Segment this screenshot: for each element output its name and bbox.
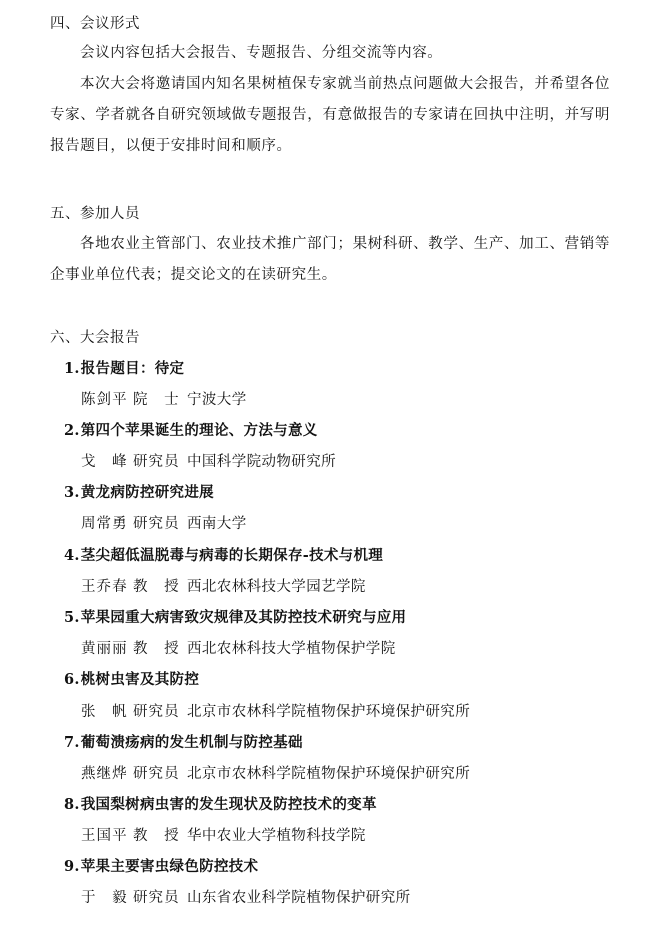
section-participants-paragraph: 各地农业主管部门、农业技术推广部门；果树科研、教学、生产、加工、营销等企事业单位代表；提交论文的在读研究生。 (50, 236, 610, 283)
report-speaker (81, 824, 366, 845)
section-format-paragraph-1: 会议内容包括大会报告、专题报告、分组交流等内容。 (80, 45, 443, 61)
speaker-name: 陈剑平 (81, 392, 127, 408)
speaker-rank: 研究员 (133, 454, 179, 470)
speaker-org: 华中农业大学植物科技学院 (187, 828, 366, 844)
section-format-paragraph-2: 本次大会将邀请国内知名果树植保专家就当前热点问题做大会报告，并希望各位专家、学者就各自研究领域做专题报告，有意做报告的专家请在回执中注明，并写明报告题目，以便于安排时间和顺序。 (50, 76, 610, 154)
report-title: 7.葡萄溃疡病的发生机制与防控基础 (64, 734, 303, 751)
report-title: 5.苹果园重大病害致灾规律及其防控技术研究与应用 (64, 609, 407, 626)
report-speaker (81, 512, 247, 533)
section-heading-reports: 六、大会报告 (50, 330, 140, 346)
report-title: 3.黄龙病防控研究进展 (64, 484, 214, 501)
speaker-org: 北京市农林科学院植物保护环境保护研究所 (187, 766, 471, 782)
report-title: 1.报告题目：待定 (64, 360, 185, 377)
speaker-name: 周常勇 (81, 516, 127, 532)
speaker-rank: 教授 (133, 641, 179, 657)
report-speaker (81, 575, 366, 596)
report-speaker (81, 388, 247, 409)
speaker-name: 戈峰 (81, 454, 127, 470)
speaker-org: 宁波大学 (187, 392, 247, 408)
section-heading-participants: 五、参加人员 (50, 206, 140, 222)
speaker-name: 黄丽丽 (81, 641, 127, 657)
speaker-name: 张帆 (81, 704, 127, 720)
speaker-org: 中国科学院动物研究所 (187, 454, 336, 470)
report-speaker (81, 700, 470, 721)
report-speaker (81, 886, 411, 907)
speaker-org: 西南大学 (187, 516, 247, 532)
report-title: 2.第四个苹果诞生的理论、方法与意义 (64, 422, 318, 439)
section-heading-format: 四、会议形式 (50, 16, 140, 32)
speaker-rank: 教授 (133, 828, 179, 844)
report-title: 9.苹果主要害虫绿色防控技术 (64, 858, 259, 875)
speaker-rank: 教授 (133, 579, 179, 595)
speaker-rank: 研究员 (133, 766, 179, 782)
speaker-name: 燕继烨 (81, 766, 127, 782)
speaker-org: 山东省农业科学院植物保护研究所 (187, 890, 411, 906)
speaker-name: 王国平 (81, 828, 127, 844)
speaker-org: 西北农林科技大学植物保护学院 (187, 641, 396, 657)
report-speaker (81, 637, 396, 658)
report-speaker (81, 450, 336, 471)
speaker-name: 王乔春 (81, 579, 127, 595)
speaker-name: 于毅 (81, 890, 127, 906)
speaker-rank: 研究员 (133, 516, 179, 532)
speaker-rank: 研究员 (133, 704, 179, 720)
speaker-org: 西北农林科技大学园艺学院 (187, 579, 366, 595)
report-speaker (81, 762, 470, 783)
speaker-rank: 研究员 (133, 890, 179, 906)
report-title: 8.我国梨树病虫害的发生现状及防控技术的变革 (64, 796, 377, 813)
speaker-org: 北京市农林科学院植物保护环境保护研究所 (187, 704, 471, 720)
report-title: 6.桃树虫害及其防控 (64, 671, 200, 688)
speaker-rank: 院士 (133, 392, 179, 408)
report-title: 4.茎尖超低温脱毒与病毒的长期保存-技术与机理 (64, 547, 384, 564)
